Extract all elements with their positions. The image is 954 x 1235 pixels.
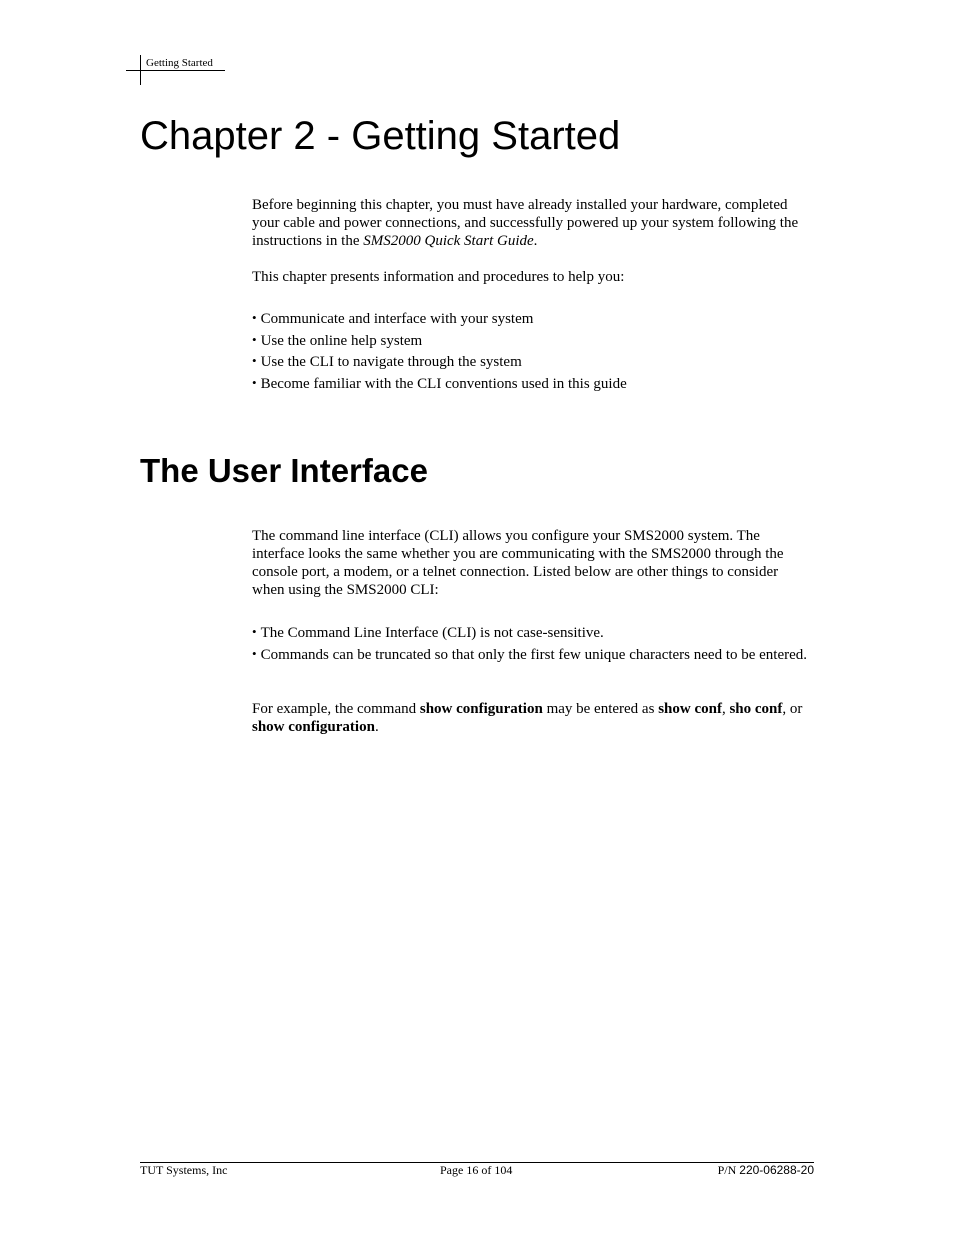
running-header: Getting Started <box>146 57 213 69</box>
footer-part-number: P/N 220-06288-20 <box>717 1163 814 1177</box>
ui-paragraph: The command line interface (CLI) allows you configure your SMS2000 system. The interface looks the same whether you are communicating with the SMS2000 through the console port, a modem, or a telnet connection. Listed below are other things to consider when using the SMS2000 CLI: <box>252 528 784 598</box>
intro-paragraph-2: This chapter presents information and procedures to help you: <box>252 269 625 285</box>
chapter-title: Chapter 2 - Getting Started <box>140 114 621 158</box>
list-item: • Communicate and interface with your system <box>252 310 534 327</box>
bullet-icon: • <box>252 310 257 325</box>
running-header-rule <box>140 70 225 71</box>
command-name: sho conf <box>729 701 783 717</box>
command-name: show configuration <box>419 701 543 717</box>
footer-page-number: Page 16 of 104 <box>440 1163 513 1177</box>
crop-mark-horizontal <box>126 70 140 71</box>
footer-company: TUT Systems, Inc <box>140 1163 228 1177</box>
section-title: The User Interface <box>140 452 428 489</box>
list-item: • The Command Line Interface (CLI) is not case-sensitive. <box>252 624 604 641</box>
intro-text: Before beginning this chapter, you must have already installed your hardware, completed your cable and power connections, and successfully powered up your system following the instructions in the <box>252 197 799 249</box>
intro-paragraph <box>252 196 814 250</box>
bullet-icon: • <box>252 624 257 639</box>
bullet-icon: • <box>252 375 257 391</box>
example-paragraph: For example, the command show configuration may be entered as show conf, sho conf, or show configuration. <box>252 701 803 735</box>
list-item: • Commands can be truncated so that only the first few unique characters need to be entered. <box>252 646 808 663</box>
list-item: • Use the online help system <box>252 331 423 349</box>
bullet-icon: • <box>252 353 257 369</box>
ui-bullet-list <box>252 623 814 667</box>
list-item: • Become familiar with the CLI conventions used in this guide <box>252 375 627 393</box>
bullet-icon: • <box>252 646 257 661</box>
list-item: • Use the CLI to navigate through the system <box>252 353 522 371</box>
command-name: show conf <box>658 701 722 717</box>
bullet-icon: • <box>252 331 257 347</box>
command-name: show configuration <box>252 719 375 735</box>
quick-start-guide-title: SMS2000 Quick Start Guide <box>363 233 534 249</box>
intro-text-end: . <box>533 233 538 249</box>
intro-bullet-list <box>252 310 814 397</box>
